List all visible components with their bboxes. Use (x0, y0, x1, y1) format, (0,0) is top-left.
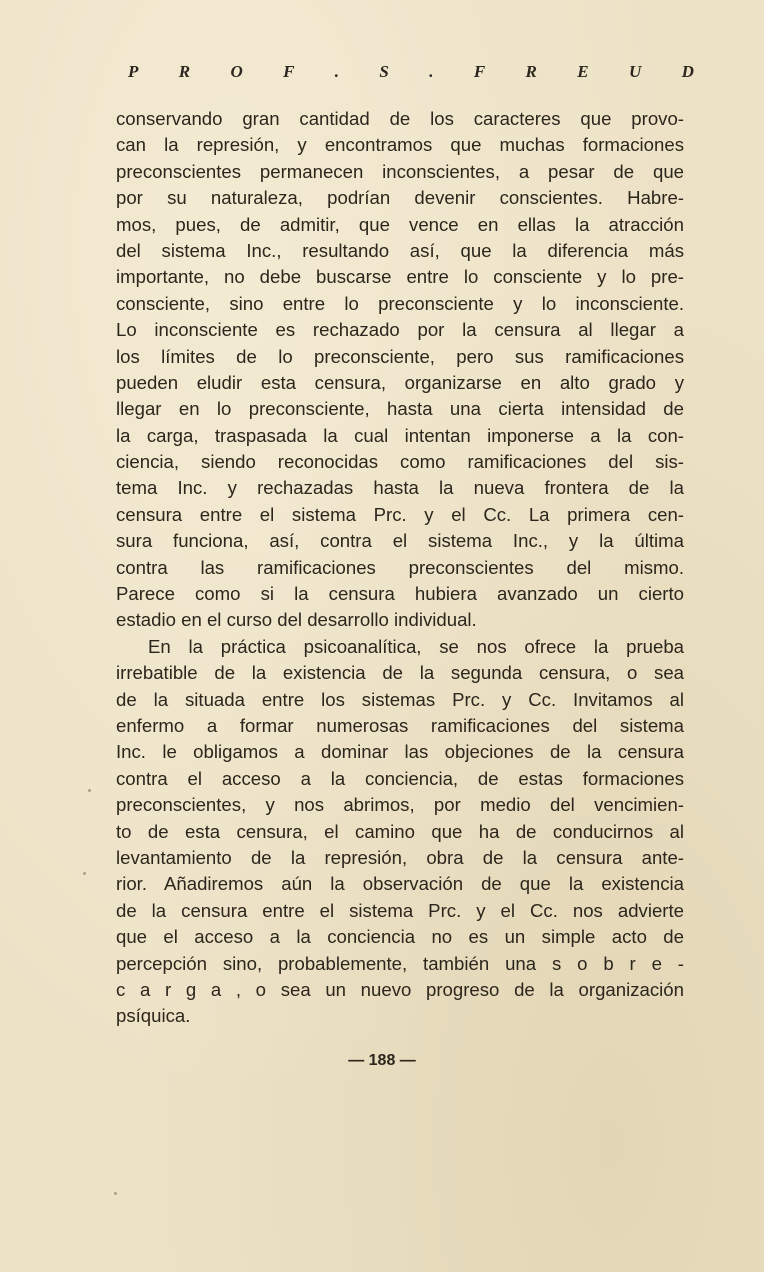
body-text (116, 106, 684, 1030)
text-line: pueden eludir esta censura, organizarse en alto grado y (116, 371, 684, 393)
text-line: estadio en el curso del desarrollo individual. (116, 609, 477, 631)
running-head-letter: F (283, 62, 295, 81)
running-head-letter: F (473, 62, 486, 81)
page-number: — 188 — (348, 1052, 416, 1069)
text-line: levantamiento de la represión, obra de la censura ante- (116, 846, 684, 868)
text-line: enfermo a formar numerosas ramificaciones del sistema (116, 714, 684, 736)
running-head-letter: D (681, 62, 694, 81)
text-line: Inc. le obligamos a dominar las objeciones de la censura (116, 741, 684, 763)
text-line: por su naturaleza, podrían devenir conscientes. Habre- (116, 187, 684, 209)
running-head-letter: R (525, 62, 537, 81)
text-line: consciente, sino entre lo preconsciente y lo inconsciente. (116, 292, 684, 314)
text-line: que el acceso a la conciencia no es un simple acto de (116, 926, 684, 948)
text-line: llegar en lo preconsciente, hasta una cierta intensidad de (116, 398, 684, 420)
paper-speck (114, 1192, 117, 1195)
text-line: Parece como si la censura hubiera avanzado un cierto (116, 583, 684, 605)
text-line: rior. Añadiremos aún la observación de que la existencia (116, 873, 684, 895)
running-head-letter: S (379, 62, 389, 81)
text-line: psíquica. (116, 1005, 191, 1027)
text-line: preconscientes, y nos abrimos, por medio del vencimien- (116, 794, 684, 816)
paragraph-2 (116, 634, 684, 1030)
paper-speck (83, 872, 86, 875)
running-head-letter: . (429, 62, 434, 81)
text-line: preconscientes permanecen inconscientes, a pesar de que (116, 160, 684, 182)
text-line: ciencia, siendo reconocidas como ramificaciones del sis- (116, 451, 684, 473)
text-line: conservando gran cantidad de los caracteres que provo- (116, 108, 684, 129)
text-line: del sistema Inc., resultando así, que la diferencia más (116, 239, 684, 261)
running-head-letter: U (628, 62, 642, 81)
text-line: mos, pues, de admitir, que vence en ellas la atracción (116, 213, 684, 235)
text-line: to de esta censura, el camino que ha de conducirnos al (116, 820, 684, 842)
text-line: los límites de lo preconsciente, pero sus ramificaciones (116, 345, 684, 367)
running-head-letter: . (334, 62, 340, 81)
text-line: de la censura entre el sistema Prc. y el Cc. nos advierte (116, 899, 684, 921)
text-line: contra las ramificaciones preconscientes del mismo. (116, 556, 684, 578)
text-line: sura funciona, así, contra el sistema Inc., y la última (116, 530, 684, 552)
text-line: En la práctica psicoanalítica, se nos ofrece la prueba (148, 635, 684, 657)
running-head-letter: E (577, 62, 589, 81)
text-line: irrebatible de la existencia de la segunda censura, o sea (116, 662, 684, 684)
text-line: la carga, traspasada la cual intentan imponerse a la con- (116, 424, 684, 446)
text-line: can la represión, y encontramos que muchas formaciones (116, 134, 684, 156)
text-line: importante, no debe buscarse entre lo consciente y lo pre- (116, 266, 684, 288)
text-line: tema Inc. y rechazadas hasta la nueva frontera de la (116, 477, 684, 499)
running-head-letter: R (178, 62, 191, 81)
text-line: c a r g a , o sea un nuevo progreso de la organización (116, 978, 684, 1000)
running-head-letter: P (128, 62, 139, 81)
text-line: contra el acceso a la conciencia, de estas formaciones (116, 767, 684, 789)
paper-speck (88, 789, 91, 792)
running-head-letter: O (230, 62, 243, 81)
text-line: percepción sino, probablemente, también una s o b r e - (116, 952, 684, 974)
running-head (128, 62, 694, 82)
paragraph-1 (116, 106, 684, 634)
text-line: censura entre el sistema Prc. y el Cc. La primera cen- (116, 503, 684, 525)
text-line: Lo inconsciente es rechazado por la censura al llegar a (116, 319, 684, 341)
text-line: de la situada entre los sistemas Prc. y Cc. Invitamos al (116, 688, 684, 710)
